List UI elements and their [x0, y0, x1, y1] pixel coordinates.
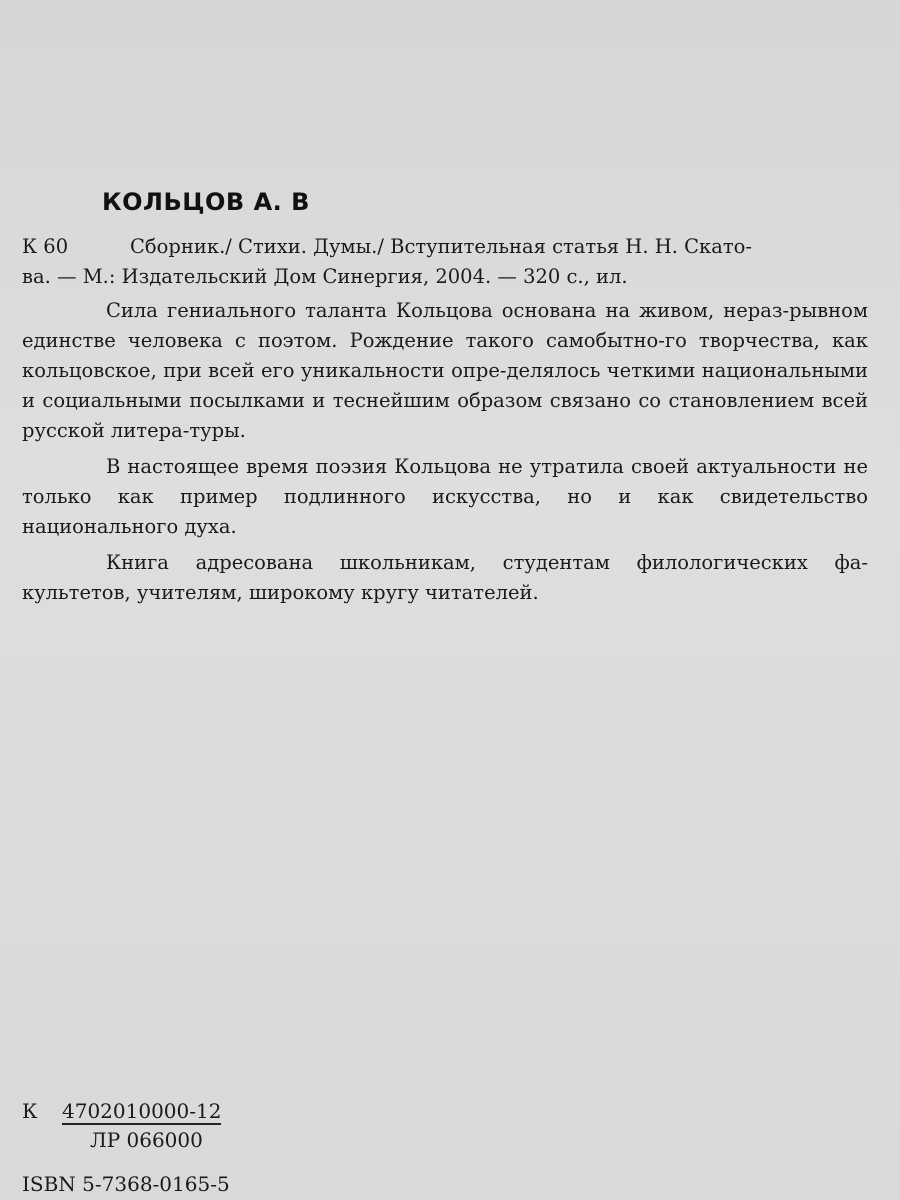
- catalog-line-1-text: Сборник./ Стихи. Думы./ Вступительная статья Н. Н. Скато-: [130, 235, 752, 258]
- catalog-code: К 60: [22, 235, 69, 258]
- bibliographic-record: [22, 232, 868, 292]
- annotation-paragraph: В настоящее время поэзия Кольцова не утратила своей актуальности не только как пример подлинного искусства, но и как свидетельство национального духа.: [22, 455, 868, 538]
- annotation-paragraph: Книга адресована школьникам, студентам филологических фа-культетов, учителям, широкому кругу читателей.: [22, 551, 868, 604]
- annotation: [22, 296, 868, 608]
- isbn: ISBN 5-7368-0165-5: [22, 1172, 230, 1196]
- catalog-line-2: ва. — М.: Издательский Дом Синергия, 2004. — 320 с., ил.: [22, 265, 628, 288]
- publication-index: [22, 1096, 221, 1126]
- index-letter: К: [22, 1099, 38, 1123]
- catalog-line-1: [22, 232, 868, 262]
- annotation-paragraph: Сила гениального таланта Кольцова основана на живом, нераз-рывном единстве человека с поэтом. Рождение такого самобытно-го творчества, как кольцовское, при всей его уникальности опре-делялось четкими национальными и социальными посылками и теснейшим образом связано со становлением всей русской литера-туры.: [22, 299, 868, 442]
- author-heading: КОЛЬЦОВ А. В: [102, 188, 310, 216]
- license-number: ЛР 066000: [90, 1128, 203, 1152]
- index-number: 4702010000-12: [62, 1099, 222, 1123]
